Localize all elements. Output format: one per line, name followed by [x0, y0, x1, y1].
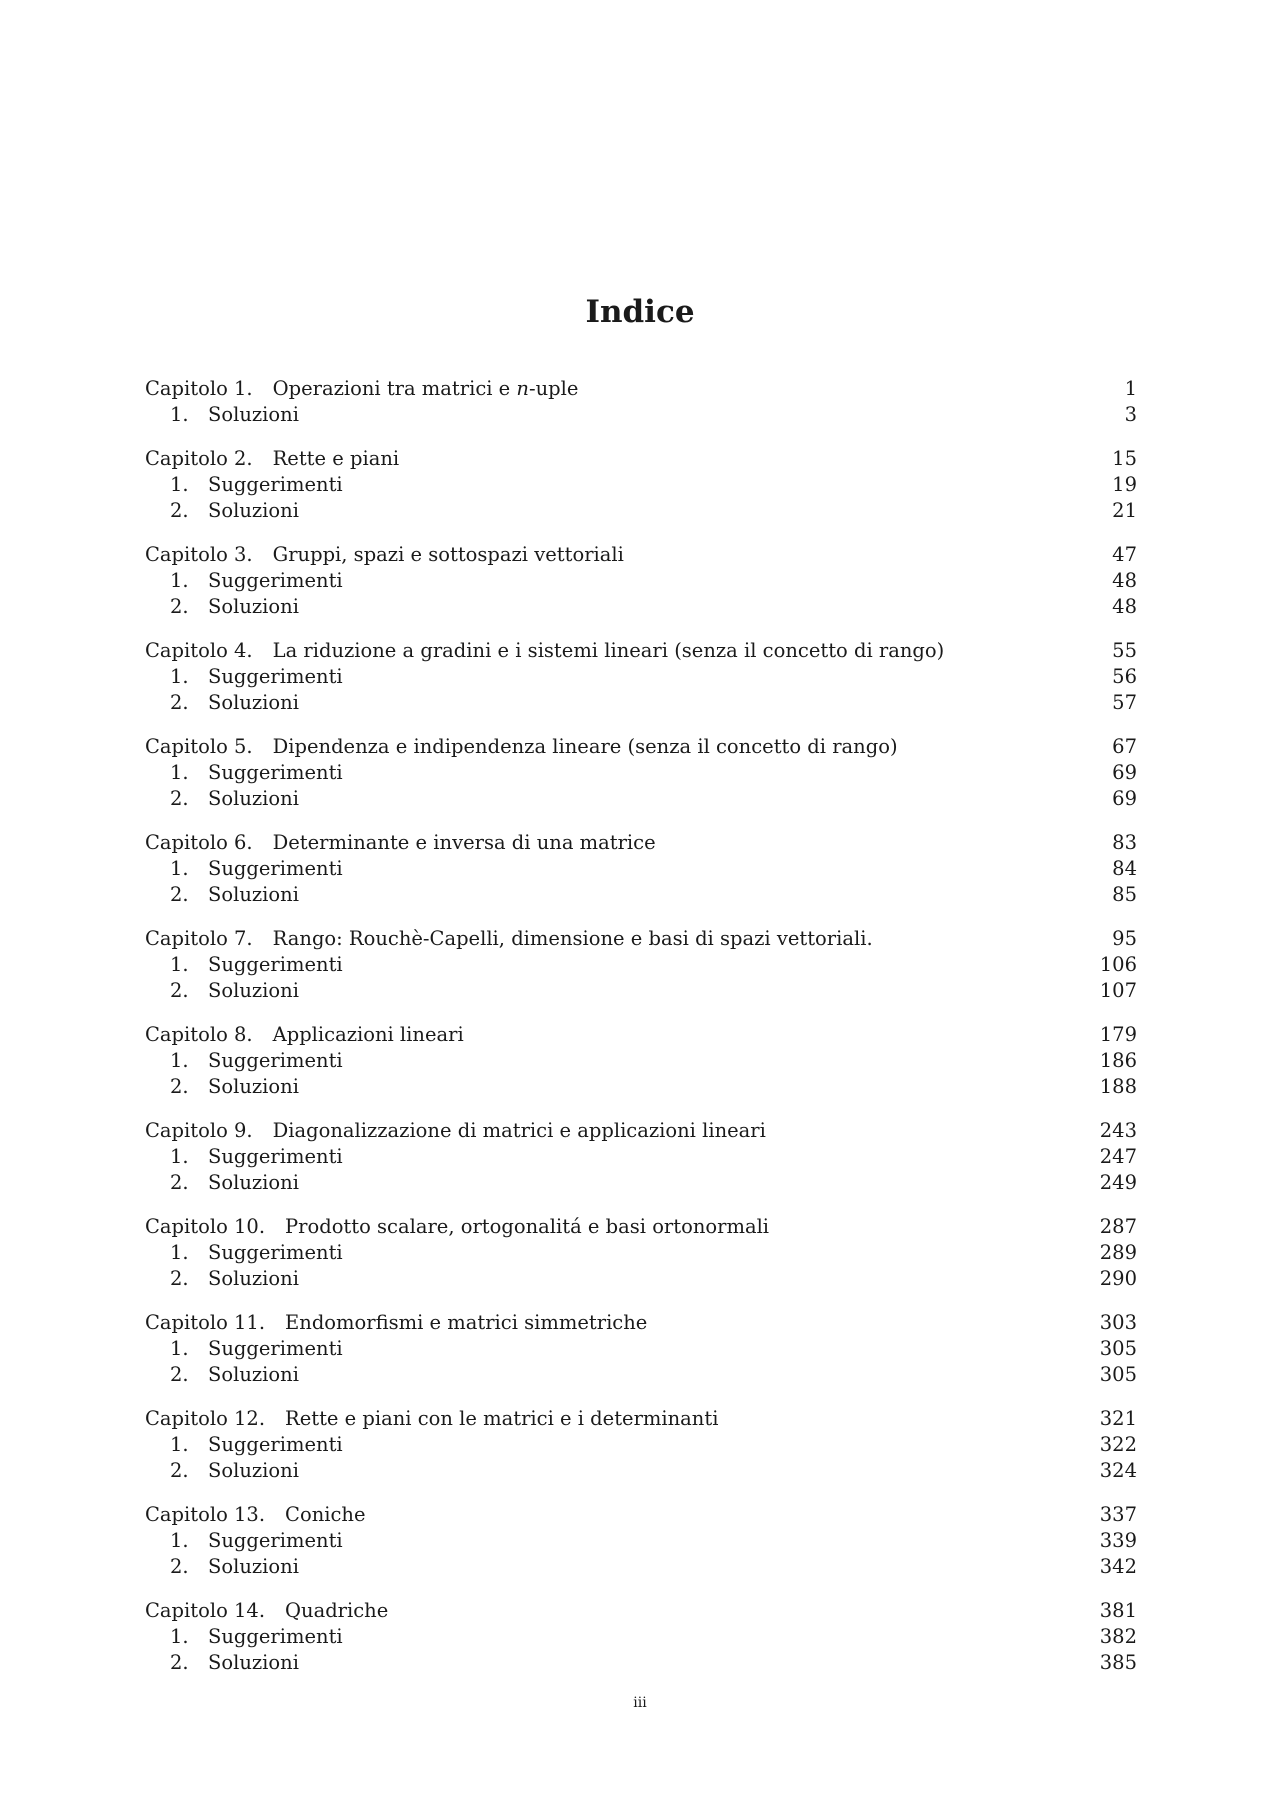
- chapter-page-number: 67: [1112, 735, 1137, 758]
- toc-entry-text: [145, 1458, 299, 1484]
- section-title: Soluzioni: [208, 595, 299, 618]
- section-page-number: 56: [1112, 665, 1137, 688]
- chapter-title: Endomorfismi e matrici simmetriche: [285, 1311, 648, 1334]
- chapter-label: Capitolo 13.: [145, 1503, 266, 1526]
- toc-entry-text: [145, 1650, 299, 1676]
- chapter-title: Diagonalizzazione di matrici e applicazioni lineari: [272, 1119, 766, 1142]
- section-number: 2.: [170, 883, 189, 906]
- toc-entry-text: [145, 1432, 343, 1458]
- section-number: 1.: [170, 1049, 189, 1072]
- toc-section-entry[interactable]: [145, 1048, 1137, 1074]
- toc-chapter: [145, 1118, 1137, 1196]
- section-title: Soluzioni: [208, 1363, 299, 1386]
- toc-chapter-entry[interactable]: [145, 1118, 1137, 1144]
- toc-entry-text: [145, 472, 343, 498]
- toc-chapter: [145, 926, 1137, 1004]
- section-title: Soluzioni: [208, 883, 299, 906]
- chapter-page-number: 95: [1112, 927, 1137, 950]
- chapter-label: Capitolo 14.: [145, 1599, 266, 1622]
- toc-section-entry[interactable]: [145, 1362, 1137, 1388]
- chapter-page-number: 55: [1112, 639, 1137, 662]
- table-of-contents: [145, 376, 1137, 1694]
- toc-chapter: [145, 446, 1137, 524]
- section-number: 1.: [170, 1145, 189, 1168]
- toc-chapter: [145, 638, 1137, 716]
- toc-chapter-entry[interactable]: [145, 1022, 1137, 1048]
- section-title: Soluzioni: [208, 1075, 299, 1098]
- section-title: Soluzioni: [208, 787, 299, 810]
- toc-section-entry[interactable]: [145, 1074, 1137, 1100]
- section-title: Suggerimenti: [208, 953, 343, 976]
- section-title: Soluzioni: [208, 1267, 299, 1290]
- section-number: 1.: [170, 665, 189, 688]
- toc-entry-text: [145, 402, 299, 428]
- section-page-number: 57: [1112, 691, 1137, 714]
- toc-entry-text: [145, 1240, 343, 1266]
- toc-chapter: [145, 376, 1137, 428]
- section-page-number: 84: [1112, 857, 1137, 880]
- section-page-number: 305: [1099, 1363, 1137, 1386]
- chapter-title: Coniche: [285, 1503, 366, 1526]
- section-number: 2.: [170, 1171, 189, 1194]
- section-title: Suggerimenti: [208, 1241, 343, 1264]
- chapter-page-number: 381: [1099, 1599, 1137, 1622]
- section-page-number: 289: [1099, 1241, 1137, 1264]
- chapter-label: Capitolo 9.: [145, 1119, 253, 1142]
- section-title: Soluzioni: [208, 403, 299, 426]
- section-page-number: 247: [1099, 1145, 1137, 1168]
- section-page-number: 106: [1099, 953, 1137, 976]
- section-number: 1.: [170, 1625, 189, 1648]
- toc-entry-text: [145, 734, 898, 760]
- section-number: 2.: [170, 787, 189, 810]
- chapter-title: Rette e piani: [272, 447, 400, 470]
- chapter-title: Dipendenza e indipendenza lineare (senza il concetto di rango): [272, 735, 898, 758]
- section-title: Suggerimenti: [208, 857, 343, 880]
- chapter-label: Capitolo 1.: [145, 377, 253, 400]
- chapter-label: Capitolo 10.: [145, 1215, 266, 1238]
- toc-section-entry[interactable]: [145, 1624, 1137, 1650]
- chapter-label: Capitolo 2.: [145, 447, 253, 470]
- toc-chapter-entry[interactable]: [145, 638, 1137, 664]
- section-number: 1.: [170, 857, 189, 880]
- chapter-page-number: 83: [1112, 831, 1137, 854]
- toc-entry-text: [145, 1598, 388, 1624]
- section-number: 1.: [170, 1529, 189, 1552]
- section-page-number: 290: [1099, 1267, 1137, 1290]
- section-page-number: 322: [1099, 1433, 1137, 1456]
- chapter-label: Capitolo 5.: [145, 735, 253, 758]
- chapter-page-number: 47: [1112, 543, 1137, 566]
- toc-chapter-entry[interactable]: [145, 1502, 1137, 1528]
- section-number: 2.: [170, 1267, 189, 1290]
- toc-entry-text: [145, 1502, 366, 1528]
- toc-section-entry[interactable]: [145, 978, 1137, 1004]
- toc-entry-text: [145, 542, 624, 568]
- chapter-title: Quadriche: [285, 1599, 389, 1622]
- toc-chapter-entry[interactable]: [145, 830, 1137, 856]
- toc-entry-text: [145, 952, 343, 978]
- toc-section-entry[interactable]: [145, 1554, 1137, 1580]
- toc-chapter-entry[interactable]: [145, 1214, 1137, 1240]
- toc-chapter-entry[interactable]: [145, 1310, 1137, 1336]
- toc-chapter-entry[interactable]: [145, 446, 1137, 472]
- toc-entry-text: [145, 1310, 647, 1336]
- toc-entry-text: [145, 664, 343, 690]
- toc-section-entry[interactable]: [145, 1266, 1137, 1292]
- page-title: Indice: [585, 294, 695, 330]
- toc-entry-text: [145, 1170, 299, 1196]
- section-page-number: 48: [1112, 595, 1137, 618]
- toc-section-entry[interactable]: [145, 1144, 1137, 1170]
- section-title: Suggerimenti: [208, 1049, 343, 1072]
- section-page-number: 69: [1112, 761, 1137, 784]
- section-title: Suggerimenti: [208, 1145, 343, 1168]
- toc-chapter: [145, 1214, 1137, 1292]
- toc-entry-text: [145, 1554, 299, 1580]
- section-title: Soluzioni: [208, 499, 299, 522]
- section-number: 1.: [170, 1433, 189, 1456]
- section-page-number: 249: [1099, 1171, 1137, 1194]
- toc-entry-text: [145, 690, 299, 716]
- section-number: 2.: [170, 1459, 189, 1482]
- chapter-title: La riduzione a gradini e i sistemi lineari (senza il concetto di rango): [272, 639, 945, 662]
- chapter-label: Capitolo 11.: [145, 1311, 266, 1334]
- section-page-number: 48: [1112, 569, 1137, 592]
- section-page-number: 21: [1112, 499, 1137, 522]
- toc-section-entry[interactable]: [145, 952, 1137, 978]
- toc-section-entry[interactable]: [145, 882, 1137, 908]
- toc-entry-text: [145, 1214, 769, 1240]
- toc-section-entry[interactable]: [145, 472, 1137, 498]
- toc-entry-text: [145, 830, 656, 856]
- section-number: 1.: [170, 403, 189, 426]
- chapter-page-number: 243: [1099, 1119, 1137, 1142]
- section-number: 2.: [170, 1363, 189, 1386]
- toc-chapter-entry[interactable]: [145, 734, 1137, 760]
- section-page-number: 19: [1112, 473, 1137, 496]
- section-title: Soluzioni: [208, 979, 299, 1002]
- section-number: 2.: [170, 979, 189, 1002]
- toc-entry-text: [145, 882, 299, 908]
- section-title: Suggerimenti: [208, 761, 343, 784]
- toc-chapter: [145, 1310, 1137, 1388]
- chapter-page-number: 287: [1099, 1215, 1137, 1238]
- toc-entry-text: [145, 1118, 766, 1144]
- toc-chapter: [145, 542, 1137, 620]
- toc-section-entry[interactable]: [145, 1650, 1137, 1676]
- toc-entry-text: [145, 760, 343, 786]
- toc-section-entry[interactable]: [145, 594, 1137, 620]
- section-page-number: 382: [1099, 1625, 1137, 1648]
- section-number: 2.: [170, 499, 189, 522]
- toc-entry-text: [145, 594, 299, 620]
- toc-entry-text: [145, 638, 944, 664]
- chapter-page-number: 15: [1112, 447, 1137, 470]
- section-number: 1.: [170, 569, 189, 592]
- toc-section-entry[interactable]: [145, 402, 1137, 428]
- toc-section-entry[interactable]: [145, 786, 1137, 812]
- section-page-number: 85: [1112, 883, 1137, 906]
- chapter-title: Gruppi, spazi e sottospazi vettoriali: [272, 543, 624, 566]
- chapter-page-number: 179: [1099, 1023, 1137, 1046]
- toc-entry-text: [145, 786, 299, 812]
- section-title: Suggerimenti: [208, 665, 343, 688]
- chapter-label: Capitolo 8.: [145, 1023, 253, 1046]
- toc-entry-text: [145, 1406, 718, 1432]
- chapter-title: Rango: Rouchè-Capelli, dimensione e basi di spazi vettoriali.: [272, 927, 873, 950]
- chapter-title: Prodotto scalare, ortogonalitá e basi ortonormali: [285, 1215, 770, 1238]
- section-number: 2.: [170, 595, 189, 618]
- toc-chapter-entry[interactable]: [145, 926, 1137, 952]
- section-title: Suggerimenti: [208, 473, 343, 496]
- section-number: 1.: [170, 473, 189, 496]
- section-page-number: 69: [1112, 787, 1137, 810]
- toc-entry-text: [145, 1074, 299, 1100]
- toc-section-entry[interactable]: [145, 690, 1137, 716]
- toc-chapter-entry[interactable]: [145, 376, 1137, 402]
- section-page-number: 188: [1099, 1075, 1137, 1098]
- chapter-label: Capitolo 4.: [145, 639, 253, 662]
- toc-chapter-entry[interactable]: [145, 542, 1137, 568]
- section-title: Soluzioni: [208, 1459, 299, 1482]
- page-number-footer: iii: [633, 1695, 647, 1711]
- section-number: 1.: [170, 1337, 189, 1360]
- toc-chapter-entry[interactable]: [145, 1406, 1137, 1432]
- section-page-number: 3: [1124, 403, 1137, 426]
- toc-chapter: [145, 1502, 1137, 1580]
- toc-section-entry[interactable]: [145, 856, 1137, 882]
- toc-section-entry[interactable]: [145, 760, 1137, 786]
- section-number: 1.: [170, 761, 189, 784]
- chapter-page-number: 303: [1099, 1311, 1137, 1334]
- toc-section-entry[interactable]: [145, 1336, 1137, 1362]
- section-number: 2.: [170, 1651, 189, 1674]
- toc-entry-text: [145, 498, 299, 524]
- toc-entry-text: [145, 1528, 343, 1554]
- toc-section-entry[interactable]: [145, 1458, 1137, 1484]
- toc-section-entry[interactable]: [145, 664, 1137, 690]
- toc-entry-text: [145, 978, 299, 1004]
- toc-chapter: [145, 1022, 1137, 1100]
- section-title: Suggerimenti: [208, 1625, 343, 1648]
- section-title: Suggerimenti: [208, 569, 343, 592]
- toc-entry-text: [145, 1022, 464, 1048]
- section-number: 2.: [170, 1075, 189, 1098]
- chapter-title: Applicazioni lineari: [272, 1023, 464, 1046]
- chapter-label: Capitolo 6.: [145, 831, 253, 854]
- toc-section-entry[interactable]: [145, 1240, 1137, 1266]
- toc-entry-text: [145, 856, 343, 882]
- section-page-number: 107: [1099, 979, 1137, 1002]
- toc-chapter: [145, 1406, 1137, 1484]
- toc-section-entry[interactable]: [145, 1170, 1137, 1196]
- toc-entry-text: [145, 1624, 343, 1650]
- section-page-number: 339: [1099, 1529, 1137, 1552]
- section-number: 1.: [170, 953, 189, 976]
- toc-entry-text: [145, 446, 399, 472]
- section-title: Soluzioni: [208, 1555, 299, 1578]
- chapter-label: Capitolo 7.: [145, 927, 253, 950]
- toc-section-entry[interactable]: [145, 1432, 1137, 1458]
- section-title: Suggerimenti: [208, 1337, 343, 1360]
- toc-entry-text: [145, 568, 343, 594]
- toc-entry-text: [145, 1266, 299, 1292]
- toc-chapter: [145, 830, 1137, 908]
- chapter-page-number: 337: [1099, 1503, 1137, 1526]
- section-page-number: 324: [1099, 1459, 1137, 1482]
- section-page-number: 186: [1099, 1049, 1137, 1072]
- section-page-number: 305: [1099, 1337, 1137, 1360]
- section-title: Soluzioni: [208, 1651, 299, 1674]
- section-number: 2.: [170, 691, 189, 714]
- section-number: 2.: [170, 1555, 189, 1578]
- toc-chapter-entry[interactable]: [145, 1598, 1137, 1624]
- toc-entry-text: [145, 1336, 343, 1362]
- chapter-label: Capitolo 12.: [145, 1407, 266, 1430]
- toc-section-entry[interactable]: [145, 1528, 1137, 1554]
- section-title: Suggerimenti: [208, 1433, 343, 1456]
- section-page-number: 342: [1099, 1555, 1137, 1578]
- section-page-number: 385: [1099, 1651, 1137, 1674]
- toc-chapter: [145, 1598, 1137, 1676]
- toc-section-entry[interactable]: [145, 568, 1137, 594]
- toc-chapter: [145, 734, 1137, 812]
- chapter-page-number: 321: [1099, 1407, 1137, 1430]
- toc-section-entry[interactable]: [145, 498, 1137, 524]
- section-title: Soluzioni: [208, 1171, 299, 1194]
- section-title: Soluzioni: [208, 691, 299, 714]
- toc-entry-text: [145, 926, 873, 952]
- toc-entry-text: [145, 376, 578, 402]
- toc-entry-text: [145, 1144, 343, 1170]
- chapter-page-number: 1: [1124, 377, 1137, 400]
- chapter-title: Determinante e inversa di una matrice: [272, 831, 656, 854]
- toc-entry-text: [145, 1362, 299, 1388]
- toc-entry-text: [145, 1048, 343, 1074]
- chapter-title: Operazioni tra matrici e n-uple: [272, 377, 579, 400]
- section-title: Suggerimenti: [208, 1529, 343, 1552]
- section-number: 1.: [170, 1241, 189, 1264]
- chapter-label: Capitolo 3.: [145, 543, 253, 566]
- chapter-title: Rette e piani con le matrici e i determinanti: [285, 1407, 719, 1430]
